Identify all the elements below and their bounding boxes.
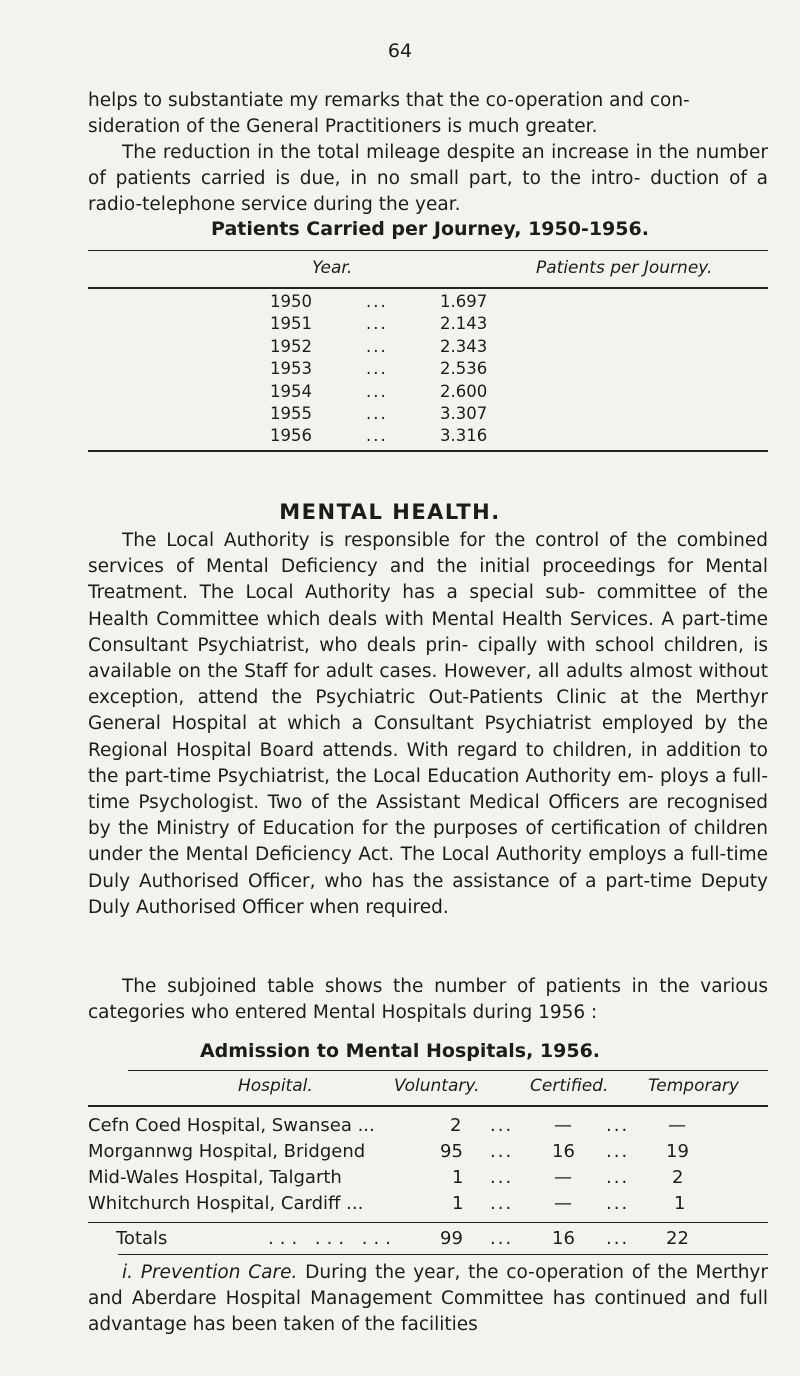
leader-dots: ... [490,1228,514,1249]
table1-col-year: Year. [312,258,353,278]
leader-dots: ... [366,314,388,334]
voluntary-cell: 1 [452,1167,464,1188]
year-cell: 1953 [270,359,312,379]
value-cell: 3.307 [440,403,488,423]
year-cell: 1955 [270,403,312,423]
certified-cell: 16 [552,1141,575,1162]
totals-certified: 16 [552,1228,575,1249]
table1-col-patients: Patients per Journey. [536,258,713,278]
leader-dots: ... [366,359,388,379]
table-row [270,291,520,313]
value-cell: 3.316 [440,426,488,446]
voluntary-cell: 2 [450,1115,462,1136]
table-row [270,336,520,358]
hospital-cell: Morgannwg Hospital, Bridgend [88,1141,366,1162]
voluntary-cell: 1 [452,1193,464,1214]
table1-body [270,291,520,448]
leader-dots: ... [366,336,388,356]
mental-health-paragraph-1: The Local Authority is responsible for the control of the combined services of Mental Deficiency and the initial proceedings for Mental Treatment. The Local Authority has a special sub- committee of the Health Committee which deals with Mental Health Services. A part-time Consultant Psychiatrist, who deals prin- cipally with school children, is available on the Staff for adult cases. However, all adults almost without exception, attend the Psychiatric Out-Patients Clinic at the Merthyr General Hospital at which a Consultant Psychiatrist employed by the Regional Hospital Board attends. With regard to children, in addition to the part-time Psychiatrist, the Local Education Authority em- ploys a full-time Psychologist. Two of the Assistant Medical Officers are recognised by the Ministry of Education for the purposes of certification of children under the Mental Deficiency Act. The Local Authority employs a full-time Duly Authorised Officer, who has the assistance of a part-time Deputy Duly Authorised Officer when required. [88,530,768,918]
year-cell: 1956 [270,426,312,446]
totals-temporary: 22 [666,1228,689,1249]
prevention-paragraph [88,1260,768,1339]
certified-cell: — [554,1193,572,1214]
leader-dots: ... [490,1193,514,1214]
hospital-cell: Mid-Wales Hospital, Talgarth [88,1167,342,1188]
table1-title: Patients Carried per Journey, 1950-1956. [211,218,649,240]
value-cell: 2.600 [440,381,488,401]
leader-dots: ... [490,1115,514,1136]
year-cell: 1950 [270,292,312,311]
leader-dots: ... [366,292,388,311]
leader-dots: ... [366,426,388,446]
mental-health-paragraph-2: The subjoined table shows the number of patients in the various categories who entered Mental Hospitals during 1956 : [88,976,768,1024]
voluntary-cell: 95 [440,1141,463,1162]
intro-line-1: helps to substantiate my remarks that the co-operation and con- [88,90,690,111]
leader-dots: ... [490,1167,514,1188]
table-row [270,358,520,380]
temporary-cell: 19 [666,1141,689,1162]
table1-bottom-rule [88,450,768,452]
table1-top-rule [88,250,768,251]
year-cell: 1951 [270,314,312,334]
leader-dots: ... [606,1193,630,1214]
totals-label: Totals [116,1228,168,1249]
certified-cell: — [554,1167,572,1188]
leader-dots: ... [606,1141,630,1162]
value-cell: 2.143 [440,314,488,334]
leader-dots: ... [606,1115,630,1136]
table2-bottom-rule [118,1254,768,1255]
temporary-cell: 2 [672,1167,684,1188]
leader-dots: ... [606,1167,630,1188]
hospital-cell: Cefn Coed Hospital, Swansea ... [88,1115,375,1136]
mileage-paragraph: The reduction in the total mileage despite an increase in the number of patients carried is due, in no small part, to the intro- duction of a radio-telephone service during the year. [88,142,768,216]
leader-dots: ... [366,381,388,401]
certified-cell: — [554,1115,572,1136]
year-cell: 1954 [270,381,312,401]
table-row [88,1115,768,1141]
temporary-cell: 1 [674,1193,686,1214]
hospital-cell: Whitchurch Hospital, Cardiff ... [88,1193,364,1214]
totals-row [88,1228,768,1254]
table-row [270,403,520,425]
prevention-text: During the year, the co-operation of the Merthyr and Aberdare Hospital Management Committee has continued and full advantage has been taken of the facilities [88,1262,768,1336]
intro-line-2: sideration of the General Practitioners is much greater. [88,116,598,137]
prevention-heading: i. Prevention Care. [122,1262,298,1283]
table2-col-voluntary: Voluntary. [394,1076,480,1096]
table2-totals-rule [88,1222,768,1223]
table1-header-rule [88,287,768,289]
leader-dots: ... [490,1141,514,1162]
leader-dots: ... [366,403,388,423]
table2-col-temporary: Temporary [648,1076,739,1096]
table2-col-hospital: Hospital. [238,1076,313,1096]
table-row [270,313,520,335]
table2-top-rule [128,1070,768,1071]
table-row [270,381,520,403]
totals-voluntary: 99 [440,1228,463,1249]
page-number: 64 [387,40,413,62]
table2-title: Admission to Mental Hospitals, 1956. [199,1040,601,1062]
leader-dots: ... ... ... [268,1228,397,1249]
table2-header-rule [88,1105,768,1107]
mental-health-heading: MENTAL HEALTH. [279,500,501,524]
table-row [88,1193,768,1219]
value-cell: 2.343 [440,336,488,356]
year-cell: 1952 [270,336,312,356]
temporary-cell: — [668,1115,686,1136]
table2-col-certified: Certified. [530,1076,609,1096]
value-cell: 2.536 [440,359,488,379]
value-cell: 1.697 [440,292,488,311]
table-row [88,1141,768,1167]
leader-dots: ... [606,1228,630,1249]
table-row [270,425,520,447]
table-row [88,1167,768,1193]
